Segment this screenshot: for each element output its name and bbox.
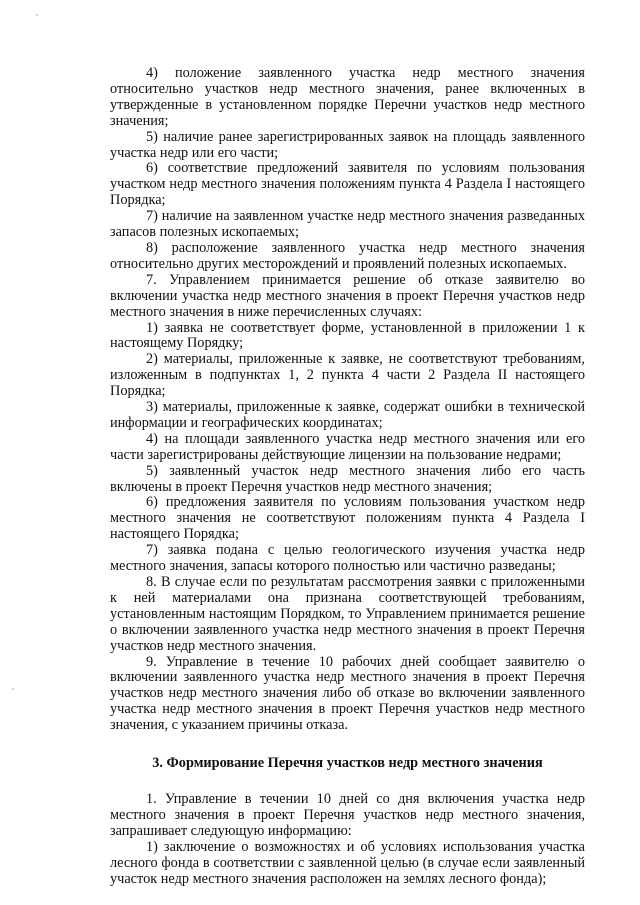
paragraph: 8. В случае если по результатам рассмотрения заявки с приложенными к ней материалами она признана соответствующей требованиям, установленным настоящим Порядком, то Управлением принимается решение о включении заявленного участка недр местного значения в проект Перечня участков недр местного значения. — [110, 574, 585, 654]
paragraph: 3) материалы, приложенные к заявке, содержат ошибки в технической информации и географических координатах; — [110, 399, 585, 431]
scan-speck — [36, 14, 38, 16]
paragraph: 6) предложения заявителя по условиям пользования участком недр местного значения не соответствуют положениям пункта 4 Раздела I настоящего Порядка; — [110, 494, 585, 543]
paragraph: 5) заявленный участок недр местного значения либо его часть включены в проект Перечня участков недр местного значения; — [110, 462, 585, 495]
paragraph: 7) наличие на заявленном участке недр местного значения разведанных запасов полезных ископаемых; — [110, 208, 585, 241]
paragraph: 1) заключение о возможностях и об условиях использования участка лесного фонда в соответствии с заявленной целью (в случае если заявленный участок недр местного значения расположен на землях лесного фонда); — [110, 838, 585, 887]
paragraph: 7. Управлением принимается решение об отказе заявителю во включении участка недр местного значения в проект Перечня участков недр местного значения в ниже перечисленных случаях: — [110, 271, 585, 320]
paragraph: 7) заявка подана с целью геологического изучения участка недр местного значения, запасы которого полностью или частично разведаны; — [110, 542, 585, 575]
paragraph: 4) положение заявленного участка недр местного значения относительно участков недр местного значения, ранее включенных в утвержденные в установленном порядке Перечни участков недр местного значения; — [110, 65, 585, 129]
document-body — [110, 66, 585, 887]
paragraph: 8) расположение заявленного участка недр местного значения относительно других месторождений и проявлений полезных ископаемых. — [110, 239, 585, 272]
paragraph: 2) материалы, приложенные к заявке, не соответствуют требованиям, изложенным в подпунктах 1, 2 пункта 4 части 2 Раздела II настоящего Порядка; — [110, 351, 585, 400]
section-heading: 3. Формирование Перечня участков недр местного значения — [152, 755, 543, 772]
scan-speck — [12, 688, 14, 690]
paragraph: 6) соответствие предложений заявителя по условиям пользования участком недр местного значения положениям пункта 4 Раздела I настоящего Порядка; — [110, 160, 585, 209]
paragraph: 1. Управление в течении 10 дней со дня включения участка недр местного значения в проект Перечня участков недр местного значения, запрашивает следующую информацию: — [110, 790, 585, 839]
paragraph: 9. Управление в течение 10 рабочих дней сообщает заявителю о включении заявленного участка недр местного значения в проект Перечня участков недр местного значения либо об отказе во включении заявленного участка недр местного значения в проект Перечня участков недр местного значения, с указанием причины отказа. — [110, 653, 585, 734]
paragraph: 4) на площади заявленного участка недр местного значения или его части зарегистрированы действующие лицензии на пользование недрами; — [110, 430, 585, 463]
paragraph: 5) наличие ранее зарегистрированных заявок на площадь заявленного участка недр или его части; — [110, 128, 585, 161]
paragraph: 1) заявка не соответствует форме, установленной в приложении 1 к настоящему Порядку; — [110, 319, 585, 352]
